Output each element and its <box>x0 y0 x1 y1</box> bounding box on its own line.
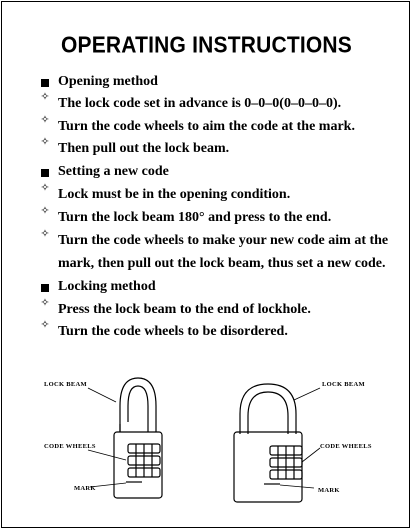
square-bullet-icon <box>41 169 49 177</box>
padlock-diagram <box>2 362 410 528</box>
section-header: Opening method <box>58 74 158 89</box>
four-point-star-icon: ✧ <box>40 295 50 309</box>
padlock-closed-illustration <box>234 384 302 502</box>
four-point-star-icon: ✧ <box>40 134 50 148</box>
label-code-wheels-right: CODE WHEELS <box>320 443 372 450</box>
label-code-wheels-left: CODE WHEELS <box>44 443 96 450</box>
four-point-star-icon: ✧ <box>40 89 50 103</box>
padlock-open-illustration <box>114 378 162 498</box>
four-point-star-icon: ✧ <box>40 112 50 126</box>
section-header: Setting a new code <box>58 164 169 179</box>
four-point-star-icon: ✧ <box>40 317 50 331</box>
label-lock-beam-left: LOCK BEAM <box>44 381 87 388</box>
page-title: OPERATING INSTRUCTIONS <box>60 32 353 59</box>
instruction-card: OPERATING INSTRUCTIONS Opening method ✧ The lock code set in advance is 0–0–0(0–0–0–0). ✧ Turn the code wheels to aim the code at the mark. ✧ Then pull out the lock beam. Setting a new code ✧ Lock must be in the opening condition. ✧ Turn the lock beam 180° and press to the end. ✧ Turn the code wheels to make your new code aim at the mark, then pull out the lock beam, thus set a new code. Locking method ✧ Press the lock beam to the end of lockhole. ✧ Turn the code wheels to be disordered. LOCK BEAM CODE WHEELS MARK LOCK BEAM CODE WHEELS MARK <box>1 1 410 528</box>
section-header: Locking method <box>58 279 156 294</box>
label-lock-beam-right: LOCK BEAM <box>322 381 365 388</box>
four-point-star-icon: ✧ <box>40 226 50 240</box>
label-mark-right: MARK <box>318 487 340 494</box>
square-bullet-icon <box>41 284 49 292</box>
four-point-star-icon: ✧ <box>40 180 50 194</box>
square-bullet-icon <box>41 79 49 87</box>
label-mark-left: MARK <box>74 485 96 492</box>
four-point-star-icon: ✧ <box>40 203 50 217</box>
